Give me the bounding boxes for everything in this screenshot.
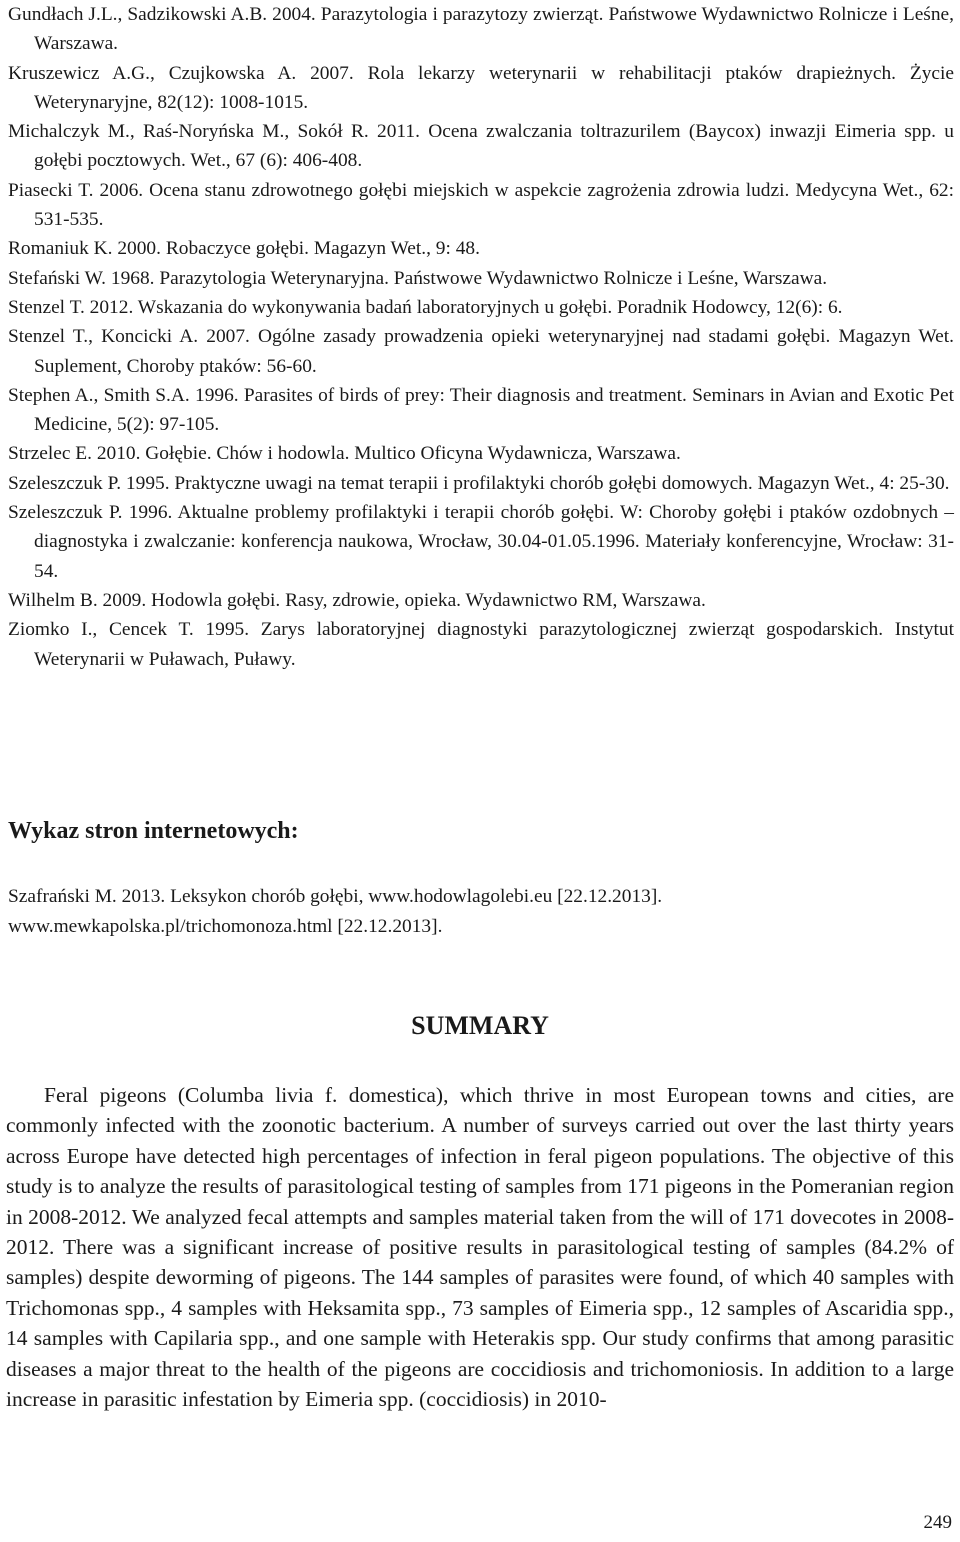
reference-item: Kruszewicz A.G., Czujkowska A. 2007. Rola lekarzy weterynarii w rehabilitacji ptaków drapieżnych. Życie Weterynaryjne, 82(12): 1008-1015. (8, 62, 954, 113)
reference-item: Stenzel T. 2012. Wskazania do wykonywania badań laboratoryjnych u gołębi. Poradnik Hodowcy, 12(6): 6. (8, 296, 843, 318)
reference-item: Stephen A., Smith S.A. 1996. Parasites of birds of prey: Their diagnosis and treatment. Seminars in Avian and Exotic Pet Medicine, 5(2): 97-105. (8, 384, 954, 436)
page-number: 249 (923, 1512, 952, 1533)
reference-item: Stefański W. 1968. Parazytologia Weterynaryjna. Państwowe Wydawnictwo Rolnicze i Leśne, Warszawa. (8, 267, 828, 289)
summary-paragraph: Feral pigeons (Columba livia f. domestica), which thrive in most European towns and cities, are commonly infected with the zoonotic bacterium. A number of surveys carried out over the last thirty years across Europe have detected high percentages of infection in feral pigeon populations. The objective of this study is to analyze the results of parasitological testing of samples from 171 pigeons in the Pomeranian region in 2008-2012. We analyzed fecal attempts and samples material taken from the will of 171 dovecotes in 2008-2012. There was a significant increase of positive results in parasitological testing of samples (84.2% of samples) despite deworming of pigeons. The 144 samples of parasites were found, of which 40 samples with Trichomonas spp., 4 samples with Heksamita spp., 73 samples of Eimeria spp., 12 samples of Ascaridia spp., 14 samples with Capilaria spp., and one sample with Heterakis spp. Our study confirms that among parasitic diseases a major threat to the health of the pigeons are coccidiosis and trichomoniosis. In addition to a large increase in parasitic infestation by Eimeria spp. (coccidiosis) in 2010- (6, 1083, 954, 1412)
reference-item: Piasecki T. 2006. Ocena stanu zdrowotnego gołębi miejskich w aspekcie zagrożenia zdrowia ludzi. Medycyna Wet., 62: 531-535. (8, 179, 954, 231)
reference-item: Stenzel T., Koncicki A. 2007. Ogólne zasady prowadzenia opieki weterynaryjnej nad stadami gołębi. Magazyn Wet. Suplement, Choroby ptaków: 56-60. (8, 326, 954, 377)
web-source-item: www.mewkapolska.pl/trichomonoza.html [22.12.2013]. (8, 915, 443, 937)
reference-item: Wilhelm B. 2009. Hodowla gołębi. Rasy, zdrowie, opieka. Wydawnictwo RM, Warszawa. (8, 589, 706, 611)
reference-item: Ziomko I., Cencek T. 1995. Zarys laboratoryjnej diagnostyki parazytologicznej zwierząt gospodarskich. Instytut Weterynarii w Puławach, Puławy. (8, 619, 954, 670)
reference-item: Michalczyk M., Raś-Noryńska M., Sokół R. 2011. Ocena zwalczania toltrazurilem (Baycox) inwazji Eimeria spp. u gołębi pocztowych. Wet., 67 (6): 406-408. (8, 121, 954, 172)
web-source-item: Szafrański M. 2013. Leksykon chorób gołębi, www.hodowlagolebi.eu [22.12.2013]. (8, 886, 663, 907)
reference-item: Szeleszczuk P. 1996. Aktualne problemy profilaktyki i terapii chorób gołębi. W: Choroby gołębi i ptaków ozdobnych – diagnostyka i zwalczanie: konferencja naukowa, Wrocław, 30.04-01.05.1996. Materiały konferencyjne, Wrocław: 31-54. (8, 502, 954, 582)
reference-list (8, 0, 954, 674)
web-sources-heading: Wykaz stron internetowych: (8, 818, 299, 844)
reference-item: Gundłach J.L., Sadzikowski A.B. 2004. Parazytologia i parazytozy zwierząt. Państwowe Wydawnictwo Rolnicze i Leśne, Warszawa. (8, 4, 954, 55)
reference-item: Szeleszczuk P. 1995. Praktyczne uwagi na temat terapii i profilaktyki chorób gołębi domowych. Magazyn Wet., 4: 25-30. (8, 472, 950, 494)
summary-heading: SUMMARY (411, 1011, 549, 1040)
reference-item: Romaniuk K. 2000. Robaczyce gołębi. Magazyn Wet., 9: 48. (8, 238, 480, 260)
web-sources-list (8, 882, 954, 941)
reference-item: Strzelec E. 2010. Gołębie. Chów i hodowla. Multico Oficyna Wydawnicza, Warszawa. (8, 443, 681, 465)
